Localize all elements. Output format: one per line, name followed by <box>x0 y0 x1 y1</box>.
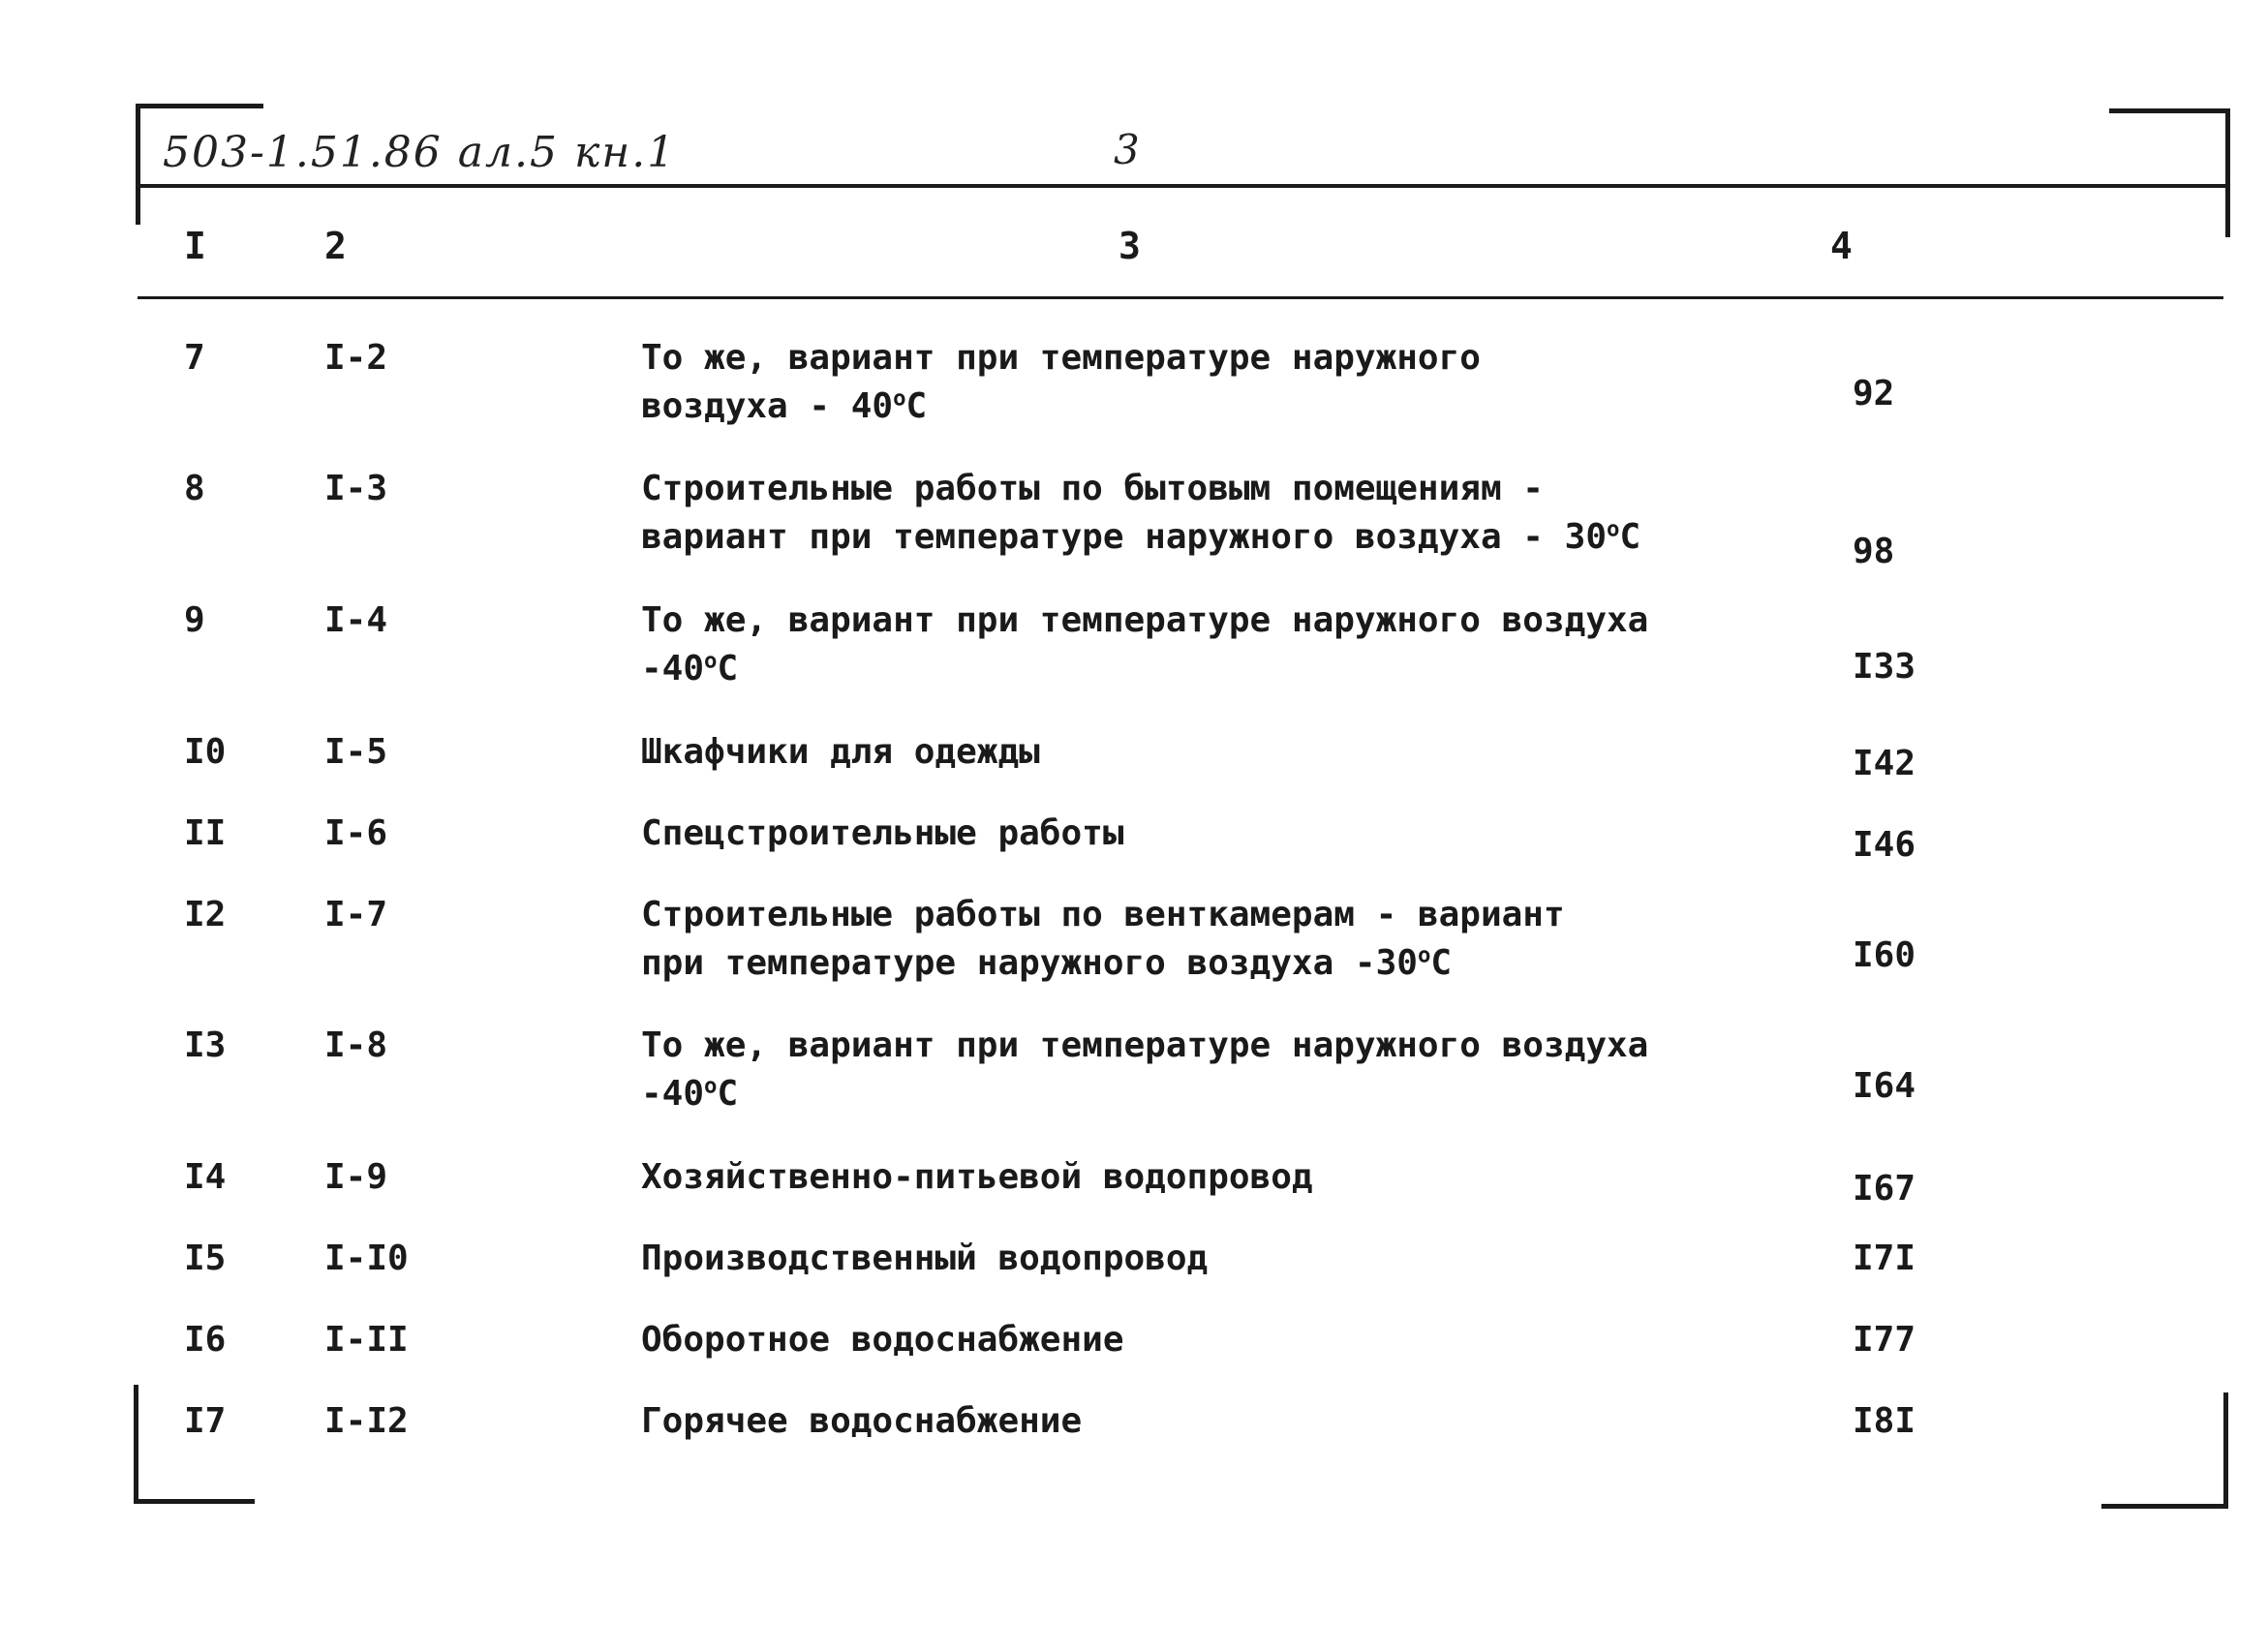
row-description <box>641 1153 1313 1202</box>
row-description <box>641 465 1640 562</box>
row-page: I46 <box>1853 825 1916 865</box>
row-number: 9 <box>184 600 205 640</box>
row-code: I-5 <box>324 732 388 772</box>
document-code: 503-1.51.86 ал.5 кн.1 <box>163 128 677 177</box>
row-number: I7 <box>184 1401 227 1441</box>
row-description <box>641 1022 1648 1118</box>
row-page: I8I <box>1853 1401 1916 1441</box>
description-line: при температуре наружного воздуха $-30^оС$ <box>641 942 1453 983</box>
columns-divider <box>138 296 2223 299</box>
row-number: I2 <box>184 895 227 934</box>
row-page: I42 <box>1853 744 1916 783</box>
row-number: 8 <box>184 469 205 508</box>
row-description <box>641 891 1565 988</box>
row-code: I-9 <box>324 1157 388 1197</box>
page-number: 3 <box>1114 126 1140 173</box>
description-line: Хозяйственно-питьевой водопровод <box>641 1157 1313 1197</box>
description-line: Оборотное водоснабжение <box>641 1320 1124 1360</box>
row-description <box>641 1316 1124 1364</box>
header-divider <box>136 184 2225 188</box>
row-code: I-4 <box>324 600 388 640</box>
row-page: I64 <box>1853 1066 1916 1106</box>
row-page: I33 <box>1853 647 1916 687</box>
row-code: I-2 <box>324 338 388 378</box>
column-header-description: 3 <box>1119 225 1141 267</box>
row-description <box>641 810 1124 858</box>
row-page: I67 <box>1853 1169 1916 1208</box>
row-code: I-6 <box>324 813 388 853</box>
row-page: 98 <box>1853 532 1895 571</box>
row-code: I-7 <box>324 895 388 934</box>
row-code: I-3 <box>324 469 388 508</box>
degree-mark: о <box>1417 942 1431 968</box>
description-line: То же, вариант при температуре наружного воздуха <box>641 1025 1649 1065</box>
description-line: $-40^оС$ <box>641 648 739 688</box>
description-line: Спецстроительные работы <box>641 813 1124 853</box>
row-number: 7 <box>184 338 205 378</box>
degree-mark: о <box>893 385 906 412</box>
row-code: I-I2 <box>324 1401 409 1441</box>
column-header-number: I <box>184 225 206 267</box>
description-line: Строительные работы по венткамерам - вариант <box>641 895 1565 934</box>
row-code: I-8 <box>324 1025 388 1065</box>
row-number: I0 <box>184 732 227 772</box>
row-number: II <box>184 813 227 853</box>
column-header-page: 4 <box>1830 225 1853 267</box>
row-page: I60 <box>1853 935 1916 975</box>
frame-corner-top-right <box>2109 108 2230 237</box>
row-page: I77 <box>1853 1320 1916 1360</box>
description-line: Горячее водоснабжение <box>641 1401 1083 1441</box>
row-description <box>641 1397 1082 1446</box>
description-line: Шкафчики для одежды <box>641 732 1040 772</box>
description-line: воздуха - $40^оС$ <box>641 385 928 426</box>
row-code: I-II <box>324 1320 409 1360</box>
degree-mark: о <box>704 648 718 674</box>
row-description <box>641 1235 1208 1283</box>
row-description <box>641 334 1481 431</box>
description-line: Производственный водопровод <box>641 1239 1209 1278</box>
degree-mark: о <box>1607 516 1620 542</box>
description-line: вариант при температуре наружного воздуха - $30^оС$ <box>641 516 1641 557</box>
frame-corner-bottom-right <box>2101 1392 2228 1509</box>
row-description <box>641 597 1648 693</box>
row-number: I6 <box>184 1320 227 1360</box>
row-number: I5 <box>184 1239 227 1278</box>
description-line: Строительные работы по бытовым помещениям - <box>641 469 1544 508</box>
row-description <box>641 728 1040 777</box>
row-page: 92 <box>1853 374 1895 413</box>
row-number: I4 <box>184 1157 227 1197</box>
row-page: I7I <box>1853 1239 1916 1278</box>
column-header-code: 2 <box>324 225 347 267</box>
description-line: $-40^оС$ <box>641 1073 739 1114</box>
description-line: То же, вариант при температуре наружного <box>641 338 1481 378</box>
degree-mark: о <box>704 1073 718 1099</box>
row-code: I-I0 <box>324 1239 409 1278</box>
row-number: I3 <box>184 1025 227 1065</box>
description-line: То же, вариант при температуре наружного воздуха <box>641 600 1649 640</box>
